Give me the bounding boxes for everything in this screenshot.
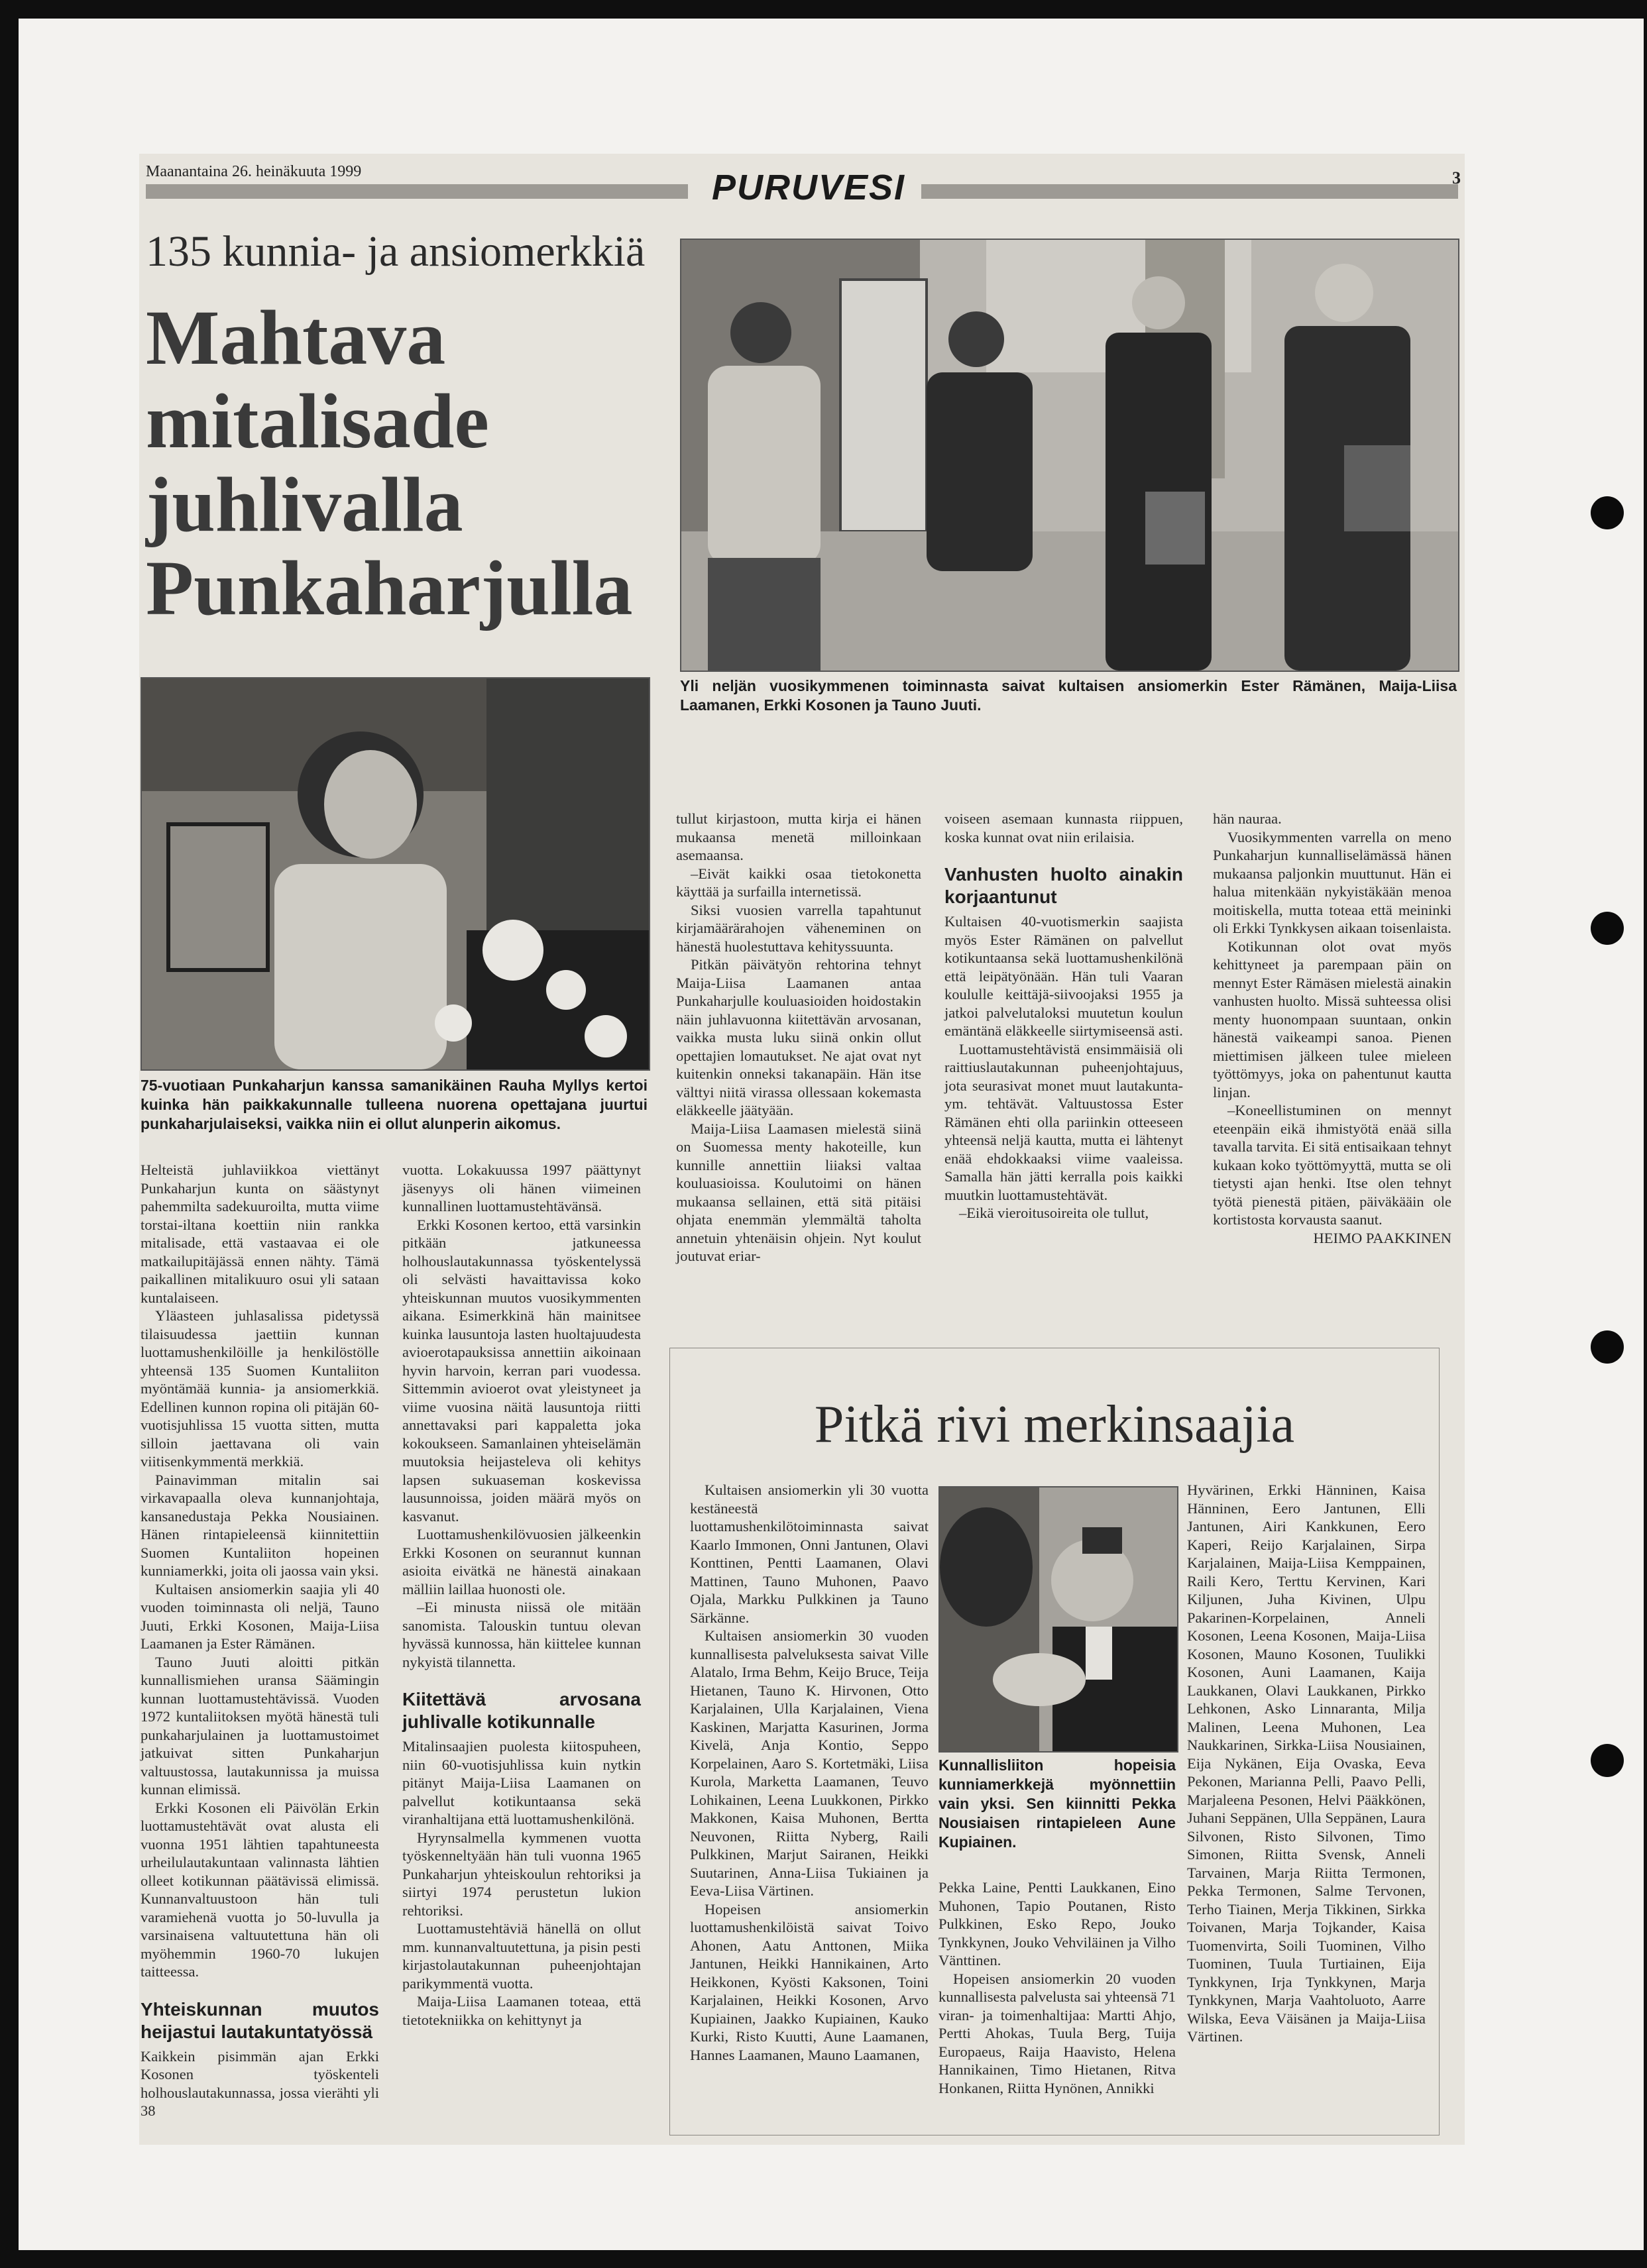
paragraph: Luottamustehtävistä ensimmäisiä oli raittiuslautakunnan puheenjohtajuus, jota seurasivat monet muut lautakunta- ym. tehtävät. Valtuustossa Ester Rämänen ehti olla pariinkin otteeseen yhteensä neljä kautta, mutta ei lähtenyt enää ehdokkaaksi viime vaaleissa. Samalla hän jätti kerralla pois kaikki muutkin luottamustehtävät. xyxy=(944,1040,1183,1203)
paragraph: Kultaisen ansiomerkin saajia yli 40 vuoden toiminnasta oli neljä, Tauno Juuti, Erkki Kosonen, Maija-Liisa Laamanen ja Ester Rämänen. xyxy=(141,1580,379,1652)
paragraph: Kaikkein pisimmän ajan Erkki Kosonen työskenteli holhouslautakunnassa, jossa vierähti yli 38 xyxy=(141,2047,379,2119)
subheading: Kiitettävä arvosana juhlivalle kotikunnalle xyxy=(402,1689,641,1732)
masthead-rule xyxy=(146,184,688,199)
paragraph: Painavimman mitalin sai virkavapaalla oleva kunnanjohtaja, kansanedustaja Pekka Nousiainen. Hänen rintapieleensä kiinnitettiin Suomen Kuntaliiton hopeinen kunniamerkki, joita oli jaossa vain yksi. xyxy=(141,1471,379,1579)
newspaper-clipping xyxy=(139,154,1465,2145)
masthead-rule xyxy=(921,184,1458,199)
paragraph: voiseen asemaan kunnasta riippuen, koska kunnat ovat niin erilaisia. xyxy=(944,810,1183,845)
paragraph: Erkki Kosonen eli Päivölän Erkin luottamustehtävät ovat alusta eli vuonna 1951 lähtien tapahtuneesta urheilulautakuntaan valinnasta lähtien olleet kotikunnan päätävissä elimissä. Kunnanvaltuustoon hän tuli varamiehenä vuotta jo 50-luvulla ja varsinaisena valtuutettuna hän oli myöhemmin 1960-70 lukujen taitteessa. xyxy=(141,1799,379,1980)
paragraph: Luottamushenkilövuosien jälkeenkin Erkki Kosonen on seurannut kunnan asioita eivätkä ne hänestä ainakaan mälliin laillaa huonosti ole. xyxy=(402,1526,641,1597)
paragraph: Kotikunnan olot ovat myös kehittyneet ja parempaan päin on mennyt Ester Rämäsen mielestä ainakin vanhusten huolto. Missä suhteessa olisi menty huonompaan suuntaan, onkin hänestä vaikeampi sanoa. Pienen miettimisen jälkeen tulee mieleen työttömyys, joka on pahentunut kautta linjan. xyxy=(1213,938,1451,1101)
byline: HEIMO PAAKKINEN xyxy=(1313,1229,1451,1246)
subheading: Yhteiskunnan muutos heijastui lautakuntatyössä xyxy=(141,1998,379,2042)
paragraph: Maija-Liisa Laamasen mielestä siinä on Suomessa menty hakoteille, kun kunnille annettiin liiaksi valtaa kouluasioissa. Koulutoimi on hänen mukaansa sellainen, että sitä pitäisi ohjata enemmän ylemmältä taholta annetuin yhtenäisin ohjein. Nyt koulut joutuvat eriar- xyxy=(676,1120,921,1264)
photo-caption: 75-vuotiaan Punkaharjun kanssa samanikäinen Rauha Myllys kertoi kuinka hän paikkakunnalle tulleena nuorena opettajana juurtui punkaharjulaiseksi, vaikka niin ei ollut alunperin aikomus. xyxy=(141,1077,648,1132)
photo-medal-pinning xyxy=(938,1486,1178,1753)
text-column xyxy=(690,1481,929,2064)
paragraph: Luottamustehtäviä hänellä on ollut mm. kunnanvaltuutettuna, ja pisin pesti kirjastolautakunnan puheenjohtajan parikymmentä vuotta. xyxy=(402,1920,641,1992)
paragraph: Maija-Liisa Laamanen toteaa, että tietotekniikka on kehittynyt ja xyxy=(402,1993,641,2028)
paragraph: Yläasteen juhlasalissa pidetyssä tilaisuudessa jaettiin kunnan luottamushenkilöille ja henkilöstölle yhteensä 135 Suomen Kuntaliiton myöntämää kunnia- ja ansiomerkkiä. Edellinen kunnon ropina oli pitäjän 60-vuotisjuhlissa 15 vuotta sitten, mutta silloin jaettavana oli vain viitisenkymmentä merkkiä. xyxy=(141,1307,379,1470)
paragraph: Kultaisen ansiomerkin yli 30 vuotta kestäneestä luottamushenkilötoiminnasta saivat Kaarlo Immonen, Onni Jantunen, Olavi Konttinen, Pentti Laamanen, Olavi Mattinen, Tauno Muhonen, Paavo Ojala, Markku Pulkkinen ja Tauno Särkänne. xyxy=(690,1482,929,1626)
paragraph: Mitalinsaajien puolesta kiitospuheen, niin 60-vuotisjuhlissa kuin nytkin pitänyt Maija-Liisa Laamanen on palvellut kotikuntaansa sekä viranhaltijana että luottamushenkilönä. xyxy=(402,1738,641,1827)
paragraph: Hyrynsalmella kymmenen vuotta työskenneltyään hän tuli vuonna 1965 Punkaharjun yhteiskoulun rehtoriksi ja siirtyi 1974 perustetun lukion rehtoriksi. xyxy=(402,1829,641,1919)
paragraph: Pitkän päivätyön rehtorina tehnyt Maija-Liisa Laamanen antaa Punkaharjulle kouluasioiden hoidostakin näin juhlavuonna kiitettävän arvosanan, vaikka musta luku siinä onkin ollut opettajien lomautukset. Ne ajat ovat nyt kuitenkin onneksi takanapäin. Hän itse välttyi niitä virassa ollessaan kokemasta eläkkeelle jäätyään. xyxy=(676,956,921,1118)
paragraph: vuotta. Lokakuussa 1997 päättynyt jäsenyys oli hänen viimeinen kunnallinen luottamustehtävänsä. xyxy=(402,1161,641,1215)
paragraph: –Eivät kaikki osaa tietokonetta käyttää ja surfailla internetissä. xyxy=(676,865,921,900)
paragraph: Kultaisen ansiomerkin 30 vuoden kunnallisesta palveluksesta saivat Ville Alatalo, Irma Behm, Keijo Bruce, Teija Hietanen, Tauno K. Hirvonen, Otto Karjalainen, Ulla Karjalainen, Viena Kaskinen, Marjatta Kasurinen, Jorma Kivelä, Anja Kontio, Seppo Korpelainen, Aaro S. Kortetmäki, Liisa Kurola, Marketta Laamanen, Teuvo Lohikainen, Leena Luukkonen, Pirkko Makkonen, Kaisa Muhonen, Bertta Neuvonen, Riitta Nyberg, Raili Pulkkinen, Marjut Sairanen, Heikki Suutarinen, Anna-Liisa Tukiainen ja Eeva-Liisa Värtinen. xyxy=(690,1627,929,1899)
photo-speaker xyxy=(141,677,650,1071)
paragraph: Kultaisen 40-vuotismerkin saajista myös Ester Rämänen on palvellut kotikuntaansa sekä luottamushenkilönä että leipätyönään. Hän tuli Vaaran koululle keittäjä-siivoojaksi 1955 ja jatkoi palvelutaloksi muutetun koulun emäntänä eläkkeelle siirtymiseensä asti. xyxy=(944,913,1183,1039)
paragraph: hän nauraa. xyxy=(1213,810,1282,827)
photo-award-recipients xyxy=(680,239,1459,672)
article-headline xyxy=(146,296,729,630)
paragraph: Hopeisen ansiomerkin luottamushenkilöistä saivat Toivo Ahonen, Aatu Anttonen, Miika Jantunen, Heikki Hannikainen, Arto Heikkonen, Kyösti Kaksonen, Toini Karjalainen, Heikki Kosonen, Arvo Kupiainen, Jaakko Kupiainen, Kauko Kurki, Risto Kuutti, Aune Laamanen, Hannes Laamanen, Mauno Laamanen, xyxy=(690,1900,929,2063)
paragraph: Hyvärinen, Erkki Hänninen, Kaisa Hänninen, Eero Jantunen, Elli Jantunen, Airi Kankkunen, Eero Kaperi, Reijo Karjalainen, Sirpa Karjalainen, Maija-Liisa Kemppainen, Raili Kero, Terttu Kervinen, Kari Kiljunen, Juha Kivinen, Ulpu Pakarinen-Korpelainen, Anneli Kosonen, Leena Kosonen, Maija-Liisa Kosonen, Mauno Kosonen, Tuulikki Kosonen, Auni Laamanen, Kaija Laukkanen, Olavi Laukkanen, Pirkko Lehkonen, Asko Linnaranta, Milja Malinen, Leena Muhonen, Lea Naukkarinen, Sirkka-Liisa Nousiainen, Eija Nykänen, Eija Ovaska, Eeva Pekonen, Marianna Pelli, Paavo Pelli, Marjaleena Pesonen, Helvi Pääkkönen, Juhani Seppänen, Ulla Seppänen, Laura Silvonen, Risto Silvonen, Timo Simonen, Riitta Svensk, Anneli Tarvainen, Marja Riitta Termonen, Pekka Termonen, Salme Tervonen, Terho Tiainen, Merja Tikkinen, Sirkka Toivanen, Marja Tojkander, Kaisa Tuomenvirta, Soili Tuominen, Vilho Tuominen, Tuula Turtiainen, Eija Tynkkynen, Irja Tynkkynen, Marja Tynkkynen, Marja Vaahtoluoto, Aarre Wilska, Eeva Väisänen ja Maija-Liisa Värtinen. xyxy=(1187,1482,1426,2045)
headline-line: Mahtava xyxy=(146,294,446,381)
punch-hole xyxy=(1591,1744,1624,1777)
text-column xyxy=(676,810,921,1266)
paragraph: –Eikä vieroitusoireita ole tullut, xyxy=(959,1205,1149,1221)
paragraph: Helteistä juhlaviikkoa viettänyt Punkaharjun kunta on säästynyt pahemmilta sadekuuroilta, mutta viime torstai-iltana koettiin niin rankka mitalisade, että vastaavaa ei ole matkailupitäjässä ennen nähty. Tämä paikallinen mitalikuuro osui yli sataan kuntalaiseen. xyxy=(141,1161,379,1306)
paragraph: Tauno Juuti aloitti pitkän kunnallismiehen uransa Säämingin kunnan luottamustehtävissä. Vuoden 1972 kuntaliitoksen myötä hänestä tuli punkaharjulainen ja luottamustoimet jatkuivat sitten Punkaharjun valtuustossa, lautakunnissa ja muissa kunnan elimissä. xyxy=(141,1653,379,1798)
photo-caption: Kunnallisliiton hopeisia kunniamerkkejä myönnettiin vain yksi. Sen kiinnitti Pekka Nousiaisen rintapieleen Aune Kupiainen. xyxy=(938,1756,1176,1851)
paragraph: –Ei minusta niissä ole mitään sanomista. Talouskin tuntuu olevan hyvässä kunnossa, hän kiittelee kunnan nykyistä tilannetta. xyxy=(402,1599,641,1670)
headline-line: mitalisade xyxy=(146,378,489,464)
text-column xyxy=(938,1878,1176,2097)
text-column xyxy=(1213,810,1451,1247)
sidebar-box xyxy=(669,1348,1440,2135)
punch-hole xyxy=(1591,912,1624,945)
text-column xyxy=(402,1161,641,2029)
paragraph: Siksi vuosien varrella tapahtunut kirjamäärärahojen väheneminen on hänestä huolestuttava kehityssuunta. xyxy=(676,901,921,955)
punch-hole xyxy=(1591,1330,1624,1364)
paragraph: Vuosikymmenten varrella on meno Punkaharjun kunnalliselämässä hänen mukaansa paljonkin muuttunut. Hän ei halua mitenkään nykyistäkään menoa moitiskella, mutta toteaa että meininki oli Erkki Tynkkysen aikaan toisenlaista. xyxy=(1213,828,1451,936)
text-column xyxy=(1187,1481,1426,2046)
masthead xyxy=(139,154,1465,213)
paragraph: –Koneellistuminen on mennyt eteenpäin eikä ihmistyötä enää silla tavalla tarvita. Ei sitä entisaikaan tehnyt kukaan koko työttömyyttä, mutta se oli tietysti ajan henki. Itse olen tehnyt työtä pienestä pitäen, päiväkääin ole kortistosta korvausta saanut. xyxy=(1213,1102,1451,1228)
sidebar-headline: Pitkä rivi merkinsaajia xyxy=(814,1395,1295,1454)
issue-date: Maanantaina 26. heinäkuuta 1999 xyxy=(146,163,362,180)
subheading: Vanhusten huolto ainakin korjaantunut xyxy=(944,864,1183,907)
text-column xyxy=(944,810,1183,1222)
paragraph: Hopeisen ansiomerkin 20 vuoden kunnallisesta palvelusta sai yhteensä 71 viran- ja toimenhaltijaa: Martti Ahjo, Pertti Ahokas, Tuula Berg, Tuija Europaeus, Raija Haavisto, Helena Hannikainen, Timo Hietanen, Ritva Honkanen, Riitta Hynönen, Annikki xyxy=(938,1970,1176,2096)
paragraph: Erkki Kosonen kertoo, että varsinkin pitkään jatkuneessa holhouslautakunnassa työskentelyssä oli selvästi havaittavissa koko yhteiskunnan muutos vuosikymmenten aikana. Esimerkkinä hän mainitsee kuinka lausuntoja lasten huoltajuudesta avioerotapauksissa annettiin aikoinaan hyvin harvoin, kerran pari vuodessa. Sittemmin avioerot ovat yleistyneet ja viime vuosina näitä lausuntoja riitti annettavaksi pari kappaletta joka kokoukseen. Samanlainen yhteiselämän muutoksia heijasteleva oli kehitys lapsen sukuaseman koskevissa lausunnoissa, joiden määrä myös on kasvanut. xyxy=(402,1216,641,1525)
paragraph: Pekka Laine, Pentti Laukkanen, Eino Muhonen, Tapio Poutanen, Risto Pulkkinen, Esko Repo, Jouko Tynkkynen, Jouko Vehviläinen ja Vilho Vänttinen. xyxy=(938,1879,1176,1969)
headline-line: juhlivalla xyxy=(146,461,463,548)
headline-line: Punkaharjulla xyxy=(146,545,633,631)
article-kicker: 135 kunnia- ja ansiomerkkiä xyxy=(146,227,646,276)
photo-caption: Yli neljän vuosikymmenen toiminnasta saivat kultaisen ansiomerkin Ester Rämänen, Maija-Liisa Laamanen, Erkki Kosonen ja Tauno Juuti. xyxy=(680,677,1457,714)
paragraph: tullut kirjastoon, mutta kirja ei hänen mukaansa menetä milloinkaan asemaansa. xyxy=(676,810,921,863)
paper-name: PURUVESI xyxy=(711,168,906,207)
punch-hole xyxy=(1591,496,1624,529)
page-number: 3 xyxy=(1452,168,1461,188)
text-column xyxy=(141,1161,379,2120)
